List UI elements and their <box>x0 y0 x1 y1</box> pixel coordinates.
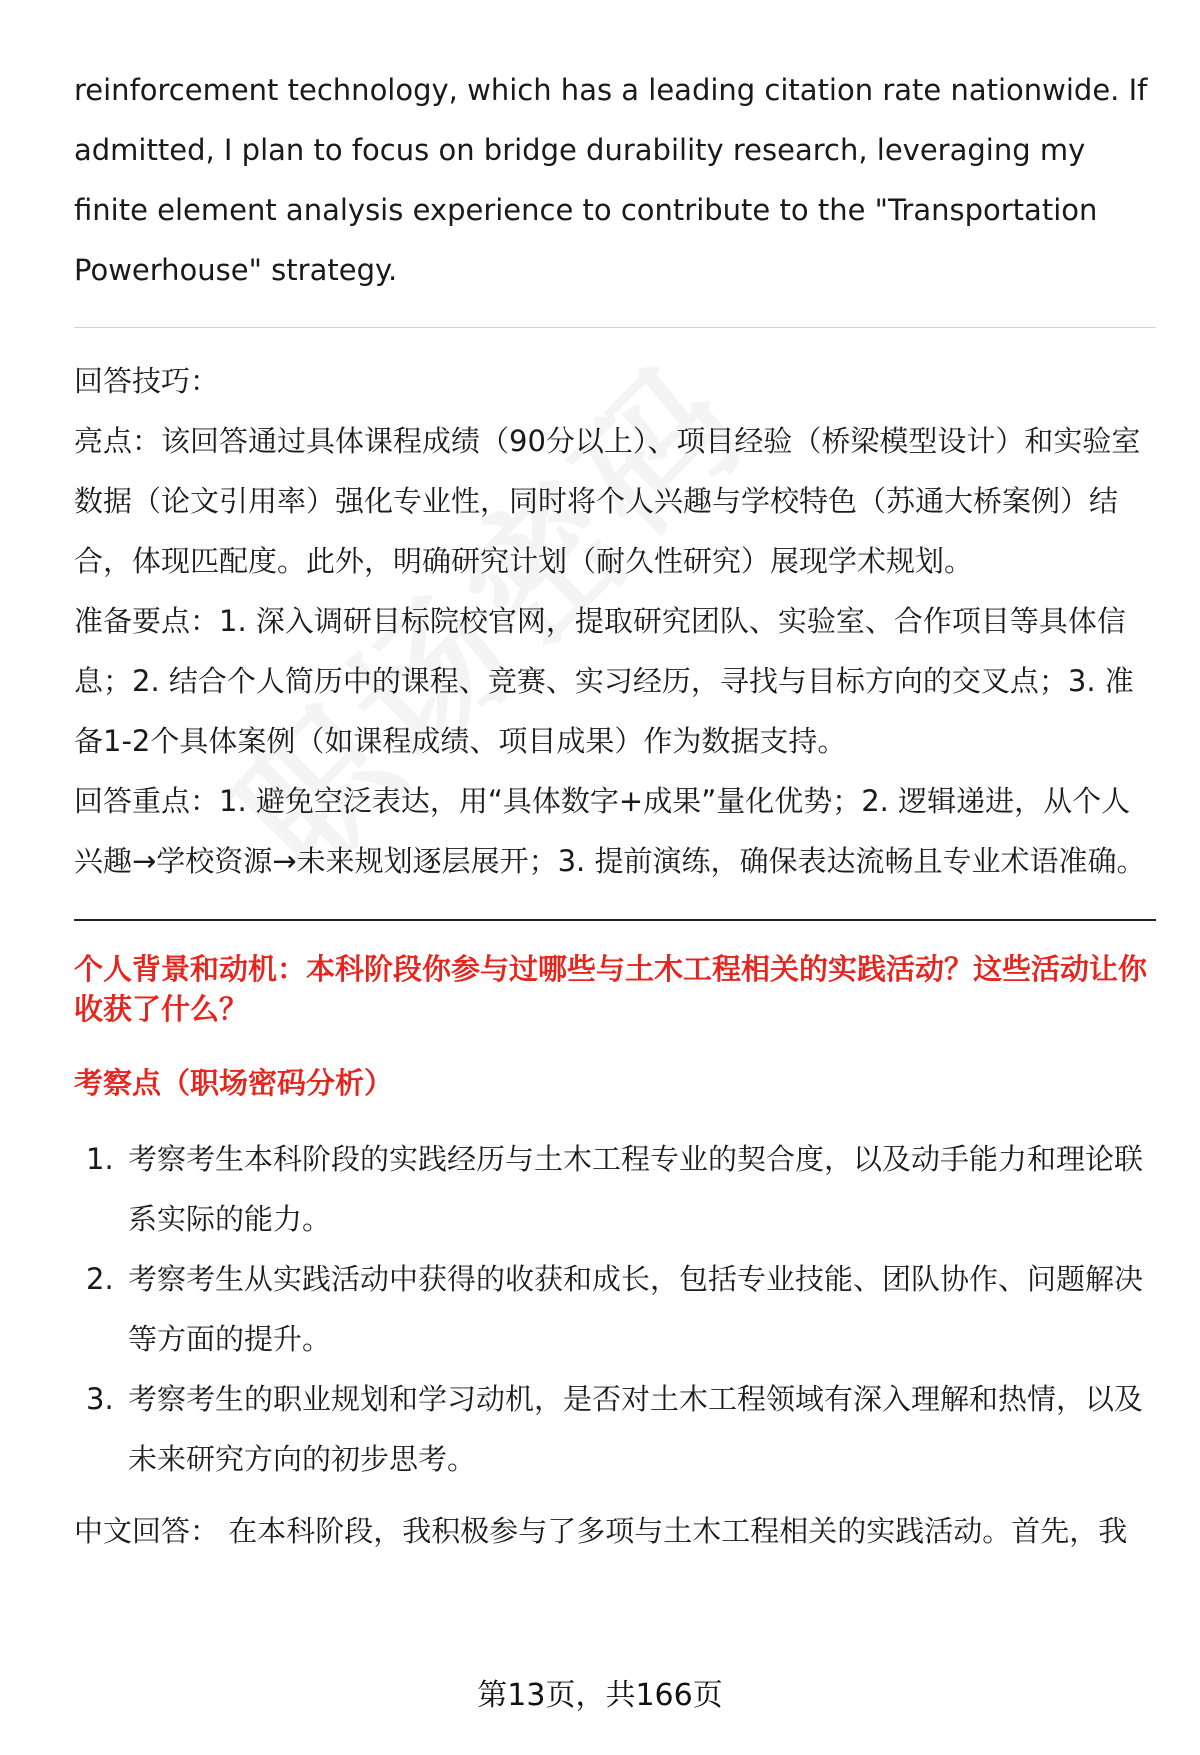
list-item-number: 1. <box>86 1142 114 1176</box>
page-number: 第13页，共166页 <box>477 1678 723 1713</box>
question-title: 个人背景和动机：本科阶段你参与过哪些与土木工程相关的实践活动？这些活动让你收获了什么？ <box>74 952 1148 1026</box>
intro-paragraph: reinforcement technology, which has a leading citation rate nationwide. If admitted, I plan to focus on bridge durability research, leveraging my finite element analysis experience to contribute to the "Transportation Powerhouse" strategy. <box>74 73 1148 287</box>
list-item-number: 2. <box>86 1262 114 1296</box>
list-item <box>74 1129 1156 1249</box>
list-item-number: 3. <box>86 1382 114 1416</box>
list-item-text: 考察考生从实践活动中获得的收获和成长，包括专业技能、团队协作、问题解决等方面的提升。 <box>128 1262 1144 1356</box>
list-item-text: 考察考生的职业规划和学习动机，是否对土木工程领域有深入理解和热情，以及未来研究方向的初步思考。 <box>128 1382 1144 1476</box>
tips-preparation: 准备要点：1. 深入调研目标院校官网，提取研究团队、实验室、合作项目等具体信息；2. 结合个人简历中的课程、竞赛、实习经历，寻找与目标方向的交叉点；3. 准备1-2个具体案例（如课程成绩、项目成果）作为数据支持。 <box>74 604 1134 758</box>
tips-key-points: 回答重点：1. 避免空泛表达，用“具体数字+成果”量化优势；2. 逻辑递进，从个人兴趣→学校资源→未来规划逐层展开；3. 提前演练，确保表达流畅且专业术语准确。 <box>74 784 1146 878</box>
answer-start: 中文回答： 在本科阶段，我积极参与了多项与土木工程相关的实践活动。首先，我 <box>74 1514 1128 1548</box>
list-item <box>74 1249 1156 1369</box>
question-section <box>74 949 1156 1561</box>
tips-highlights: 亮点：该回答通过具体课程成绩（90分以上）、项目经验（桥梁模型设计）和实验室数据（论文引用率）强化专业性，同时将个人兴趣与学校特色（苏通大桥案例）结合，体现匹配度。此外，明确研究计划（耐久性研究）展现学术规划。 <box>74 424 1141 578</box>
tips-heading: 回答技巧： <box>74 364 220 398</box>
list-item-text: 考察考生本科阶段的实践经历与土木工程专业的契合度，以及动手能力和理论联系实际的能力。 <box>128 1142 1144 1236</box>
list-item <box>74 1369 1156 1489</box>
answer-tips-section <box>74 351 1156 891</box>
analysis-points <box>74 1129 1156 1489</box>
analysis-heading: 考察点（职场密码分析） <box>74 1066 394 1100</box>
document-page <box>74 60 1156 1561</box>
